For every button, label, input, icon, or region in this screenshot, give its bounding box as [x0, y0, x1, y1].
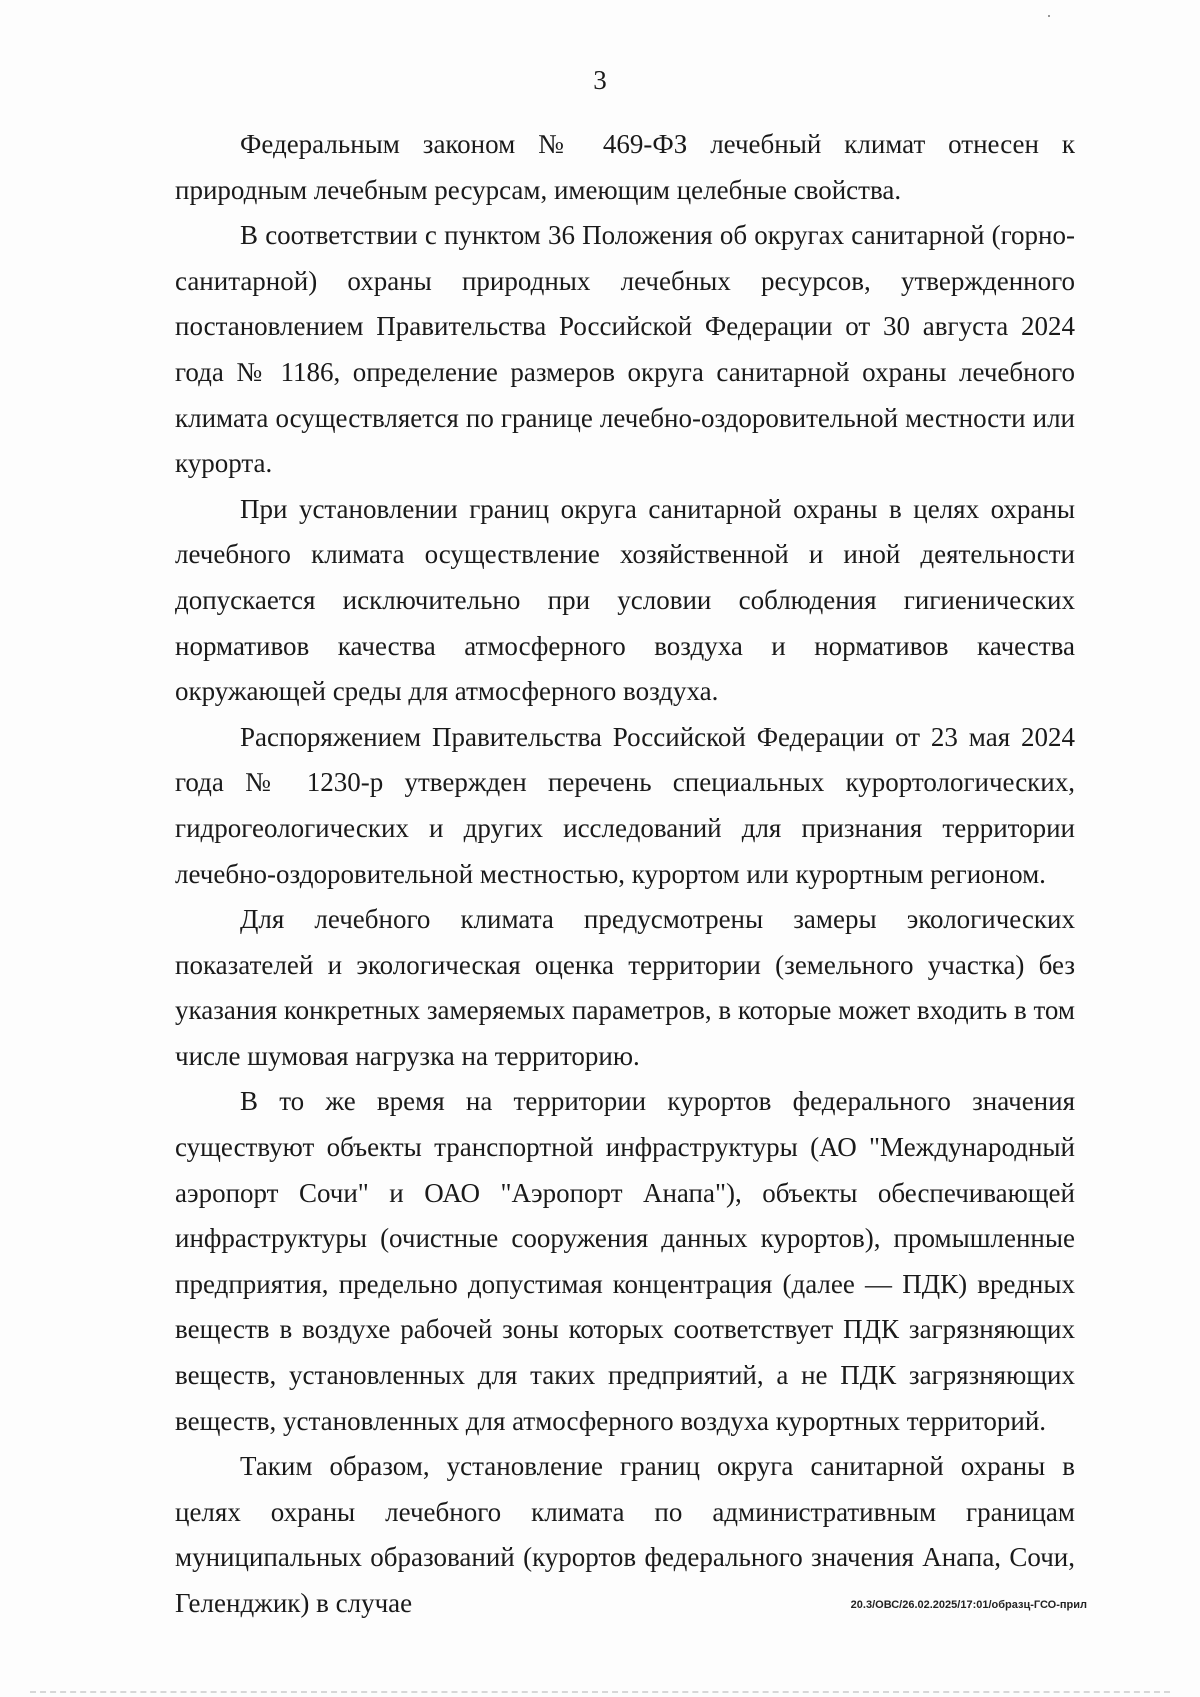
paragraph-1: Федеральным законом № 469-ФЗ лечебный климат отнесен к природным лечебным ресурсам, имеющим целебные свойства. — [175, 129, 1075, 205]
scan-edge-artifact — [30, 1688, 1170, 1693]
paragraph-3: При установлении границ округа санитарной охраны в целях охраны лечебного климата осуществление хозяйственной и иной деятельности допускается исключительно при условии соблюдения гигиенических нормативов качества атмосферного воздуха и нормативов качества окружающей среды для атмосферного воздуха. — [175, 493, 1075, 707]
page-number: 3 — [593, 65, 607, 95]
paragraph-2: В соответствии с пунктом 36 Положения об округах санитарной (горно-санитарной) охраны природных лечебных ресурсов, утвержденного постановлением Правительства Российской Федерации от 30 августа 2024 года № 1186, определение размеров округа санитарной охраны лечебного климата осуществляется по границе лечебно-оздоровительной местности или курорта. — [175, 220, 1075, 479]
paragraph-5: Для лечебного климата предусмотрены замеры экологических показателей и экологическая оценка территории (земельного участка) без указания конкретных замеряемых параметров, в которые может входить в том числе шумовая нагрузка на территорию. — [175, 904, 1075, 1071]
paragraph-6: В то же время на территории курортов федерального значения существуют объекты транспортной инфраструктуры (АО "Международный аэропорт Сочи" и ОАО "Аэропорт Анапа"), объекты обеспечивающей инфраструктуры (очистные сооружения данных курортов), промышленные предприятия, предельно допустимая концентрация (далее — ПДК) вредных веществ в воздухе рабочей зоны которых соответствует ПДК загрязняющих веществ, установленных для таких предприятий, а не ПДК загрязняющих веществ, установленных для атмосферного воздуха курортных территорий. — [175, 1086, 1075, 1436]
paragraph-4: Распоряжением Правительства Российской Федерации от 23 мая 2024 года № 1230-р утвержден перечень специальных курортологических, гидрогеологических и других исследований для признания территории лечебно-оздоровительной местностью, курортом или курортным регионом. — [175, 721, 1075, 889]
scan-speck — [1048, 15, 1050, 17]
footer-document-code: 20.3/ОВС/26.02.2025/17:01/образц-ГСО-прил — [850, 1599, 1087, 1611]
body-text — [175, 122, 1075, 1627]
paragraph-7: Таким образом, установление границ округа санитарной охраны в целях охраны лечебного климата по административным границам муниципальных образований (курортов федерального значения Анапа, Сочи, Геленджик) в случае — [175, 1451, 1075, 1618]
